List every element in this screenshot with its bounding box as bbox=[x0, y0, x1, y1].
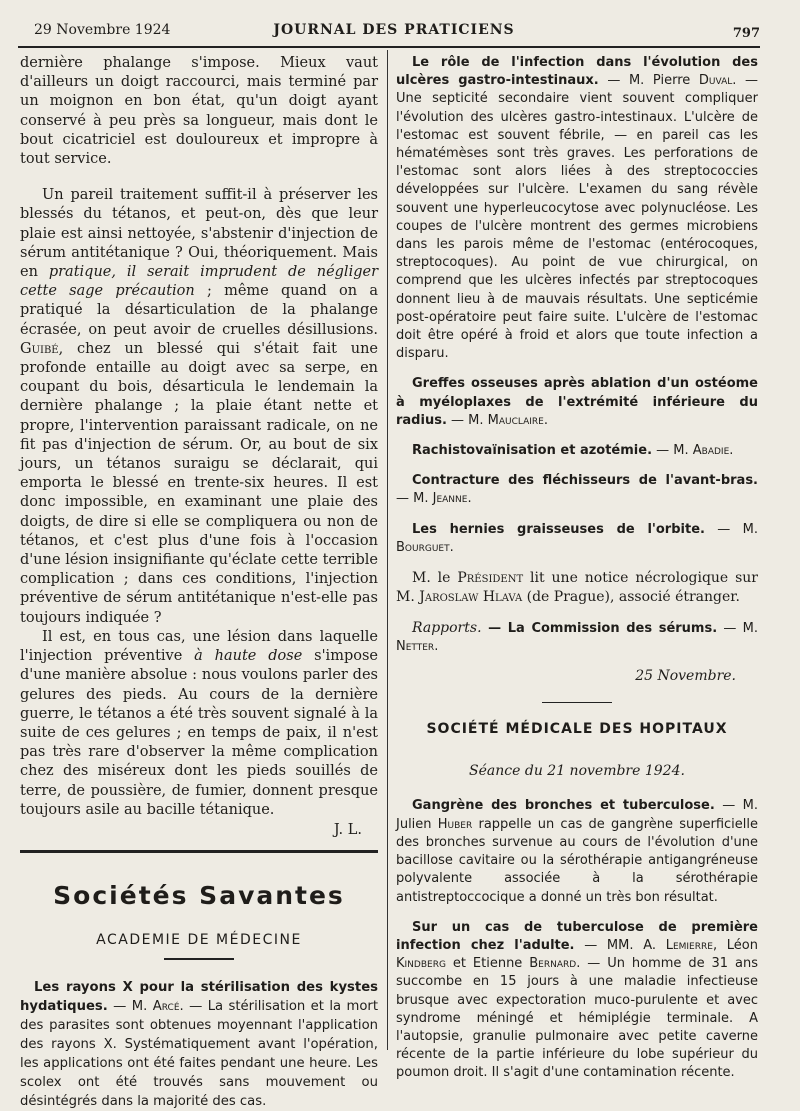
page-number: 797 bbox=[732, 26, 760, 41]
author-guibe: Guibé bbox=[20, 340, 59, 357]
article-signature: J. L. bbox=[333, 821, 362, 838]
header-rule bbox=[18, 46, 760, 48]
journal-title: JOURNAL DES PRATICIENS bbox=[273, 22, 515, 38]
section-title: Sociétés Savantes bbox=[53, 880, 345, 910]
item-rapports: Rapports. — La Commission des sérums. — M. Netter. bbox=[396, 620, 758, 655]
item-ulceres: Le rôle de l'infection dans l'évolution des ulcères gastro-intestinaux. — M. Pierre Duval. — Une septicité secondaire vient souvent compliquer l'évolution des ulcères gastro-intestinaux. L'ulcère de l'estomac est souvent fébrile, — en pareil cas les hématémèses sont très graves. Les perforations de l'estomac sont alors liées à des streptococcies développées sur l'ulcère. L'examen du sang révèle souvent une hyperleucocytose avec polynucléose. Les coupes de l'ulcère montrent des germes microbiens dans les parois même de l'estomac (entérocoques, streptocoques). Au point de vue chirurgical, on comprend que les ulcères infectés par streptocoques donnent lieu à de mauvais résultats. Une septicémie post-opératoire peut faire suite. L'ulcère de l'estomac doit être opéré à froid et alors que toute infection a disparu. bbox=[396, 55, 758, 362]
item-gangrene: Gangrène des bronches et tuberculose. — M. Julien Huber rappelle un cas de gangrène superficielle des bronches survenue au cours de l'évolution d'une bacillose cavitaire ou la sérothérapie antigangréneuse polyvalente associée à la sérothérapie antistreptoccocique a donné un très bon résultat. bbox=[396, 798, 758, 905]
society-heading: SOCIÉTÉ MÉDICALE DES HOPITAUX bbox=[426, 721, 728, 738]
society-rule bbox=[542, 702, 612, 703]
left-column bbox=[20, 54, 378, 1111]
paragraph-1: dernière phalange s'impose. Mieux vaut d'ailleurs un doigt raccourci, mais terminé par un moignon en bon état, qu'un doigt ayant conservé à peu près sa longueur, mais dont le bout cicatriciel est douloureux et impropre à tout service. bbox=[20, 55, 378, 168]
item-contracture: Contracture des fléchisseurs de l'avant-bras. — M. Jeanne. bbox=[396, 473, 758, 507]
item-greffes: Greffes osseuses après ablation d'un ostéome à myéloplaxes de l'extrémité inférieure du radius. — M. Mauclaire. bbox=[396, 376, 758, 428]
meeting-date: 25 Novembre. bbox=[635, 668, 736, 685]
paragraph-2: Un pareil traitement suffit-il à préserver les blessés du tétanos, et peut-on, dès que leur plaie est ainsi nettoyée, s'abstenir d'injection de sérum antitétanique ? Oui, théoriquement. Mais en pratique, il serait imprudent de négliger cette sage précaution ; même quand on a pratiqué la désarticulation de la phalange écrasée, on peut avoir de cruelles désillusions. Guibé, chez un blessé qui s'était fait une profonde entaille au doigt avec sa serpe, en coupant du bois, désarticula le lendemain la dernière phalange ; la plaie étant nette et propre, l'intervention paraissant radicale, on ne fit pas d'injection de sérum. Or, au bout de six jours, un tétanos suraigu se déclarait, qui emporta le blessé en trente-six heures. Il est donc impossible, en examinant une plaie des doigts, de dire si elle se compliquera ou non de tétanos, et c'est plus d'une fois à l'occasion d'une lésion insignifiante qu'éclate cette terrible complication ; dans ces conditions, l'injection préventive de sérum antitétanique n'est-elle pas toujours indiquée ? bbox=[20, 187, 378, 626]
academy-rule bbox=[164, 958, 234, 960]
item-rachistovainisation: Rachistovaïnisation et azotémie. — M. Abadie. bbox=[412, 443, 734, 459]
item-hernies: Les hernies graisseuses de l'orbite. — M. Bourguet. bbox=[396, 521, 758, 555]
running-header bbox=[28, 20, 760, 46]
paragraph-3: Il est, en tous cas, une lésion dans laquelle l'injection préventive à haute dose s'impose d'une manière absolue : nous voulons parler des gelures des pieds. Au cours de la dernière guerre, le tétanos a été très souvent signalé à la suite de ces gelures ; en temps de paix, il n'est pas très rare d'observer la même complication chez des miséreux dont les pieds souillés de terre, de poussière, de fumier, donnent presque toujours asile au bacille tétanique. bbox=[20, 628, 378, 818]
academy-heading: ACADEMIE DE MÉDECINE bbox=[96, 931, 302, 948]
section-rule bbox=[20, 850, 378, 853]
rayons-x-item: Les rayons X pour la stérilisation des kystes hydatiques. — M. Arcé. — La stérilisation et la mort des parasites sont obtenues moyennant l'application des rayons X. Systématiquement avant l'opération, les applications ont été faites pendant une heure. Les scolex ont été trouvés sans mouvement ou désintégrés dans la majorité des cas. bbox=[20, 979, 378, 1109]
right-column bbox=[396, 54, 758, 1095]
item-tuberculose: Sur un cas de tuberculose de première infection chez l'adulte. — MM. A. Lemierre, Léon Kindberg et Etienne Bernard. — Un homme de 31 ans succombe en 15 jours à une maladie infectieuse brusque avec expectoration muco-purulente et avec syndrome méningé et hémiplégie terminale. A l'autopsie, granulie pulmonaire avec petite caverne récente de la partie inférieure du lobe supérieur du poumon droit. Il s'agit d'une contamination récente. bbox=[396, 919, 758, 1081]
item-president: M. le Président lit une notice nécrologique sur M. Jaroslaw Hlava (de Prague), associé étranger. bbox=[396, 570, 759, 606]
seance-line: Séance du 21 novembre 1924. bbox=[469, 763, 685, 780]
column-divider bbox=[387, 50, 388, 1050]
header-date: 29 Novembre 1924 bbox=[34, 22, 171, 38]
